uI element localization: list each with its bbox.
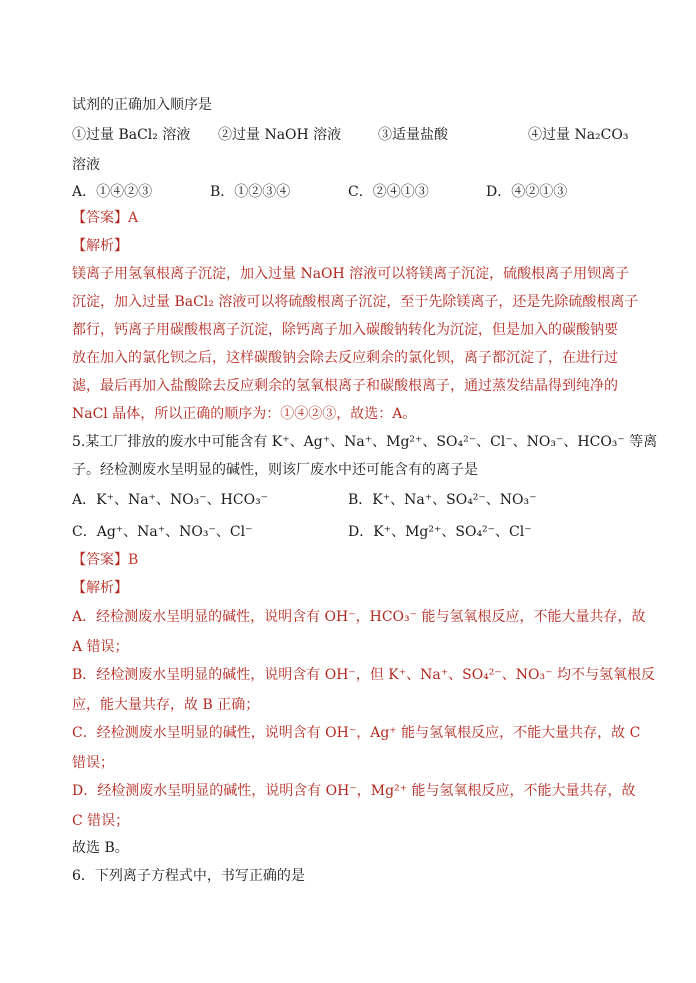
q4-answer: [72, 208, 138, 228]
q4-option-d: D．④②①③: [486, 184, 568, 200]
reagent-4: ④过量 Na₂CO₃: [528, 127, 629, 143]
answer-value: B: [128, 552, 139, 568]
q4-analysis-line: 沉淀，加入过量 BaCl₂ 溶液可以将硫酸根离子沉淀，至于先除镁离子，还是先除硫酸根离子: [72, 294, 639, 310]
q4-option-a: A．①④②③: [72, 184, 153, 200]
q5-analysis-line: 错误；: [72, 755, 114, 771]
q5-answer: [72, 550, 138, 570]
q5-stem-line2: 子。经检测废水呈明显的碱性，则该厂废水中还可能含有的离子是: [72, 462, 478, 478]
q4-analysis-line: 放在加入的氯化钡之后，这样碳酸钠会除去反应剩余的氯化钡，离子都沉淀了，在进行过: [72, 350, 618, 366]
q4-analysis-label: 【解析】: [72, 238, 128, 254]
answer-label: 【答案】: [72, 552, 128, 568]
q4-analysis-line: 滤，最后再加入盐酸除去反应剩余的氢氧根离子和碳酸根离子，通过蒸发结晶得到纯净的: [72, 378, 618, 394]
q5-option-c: C．Ag⁺、Na⁺、NO₃⁻、Cl⁻: [72, 524, 253, 540]
q4-option-c: C．②④①③: [348, 184, 429, 200]
answer-label: 【答案】: [72, 210, 128, 226]
q6-stem: 6．下列离子方程式中，书写正确的是: [72, 868, 305, 884]
q5-option-d: D．K⁺、Mg²⁺、SO₄²⁻、Cl⁻: [348, 524, 532, 540]
q5-conclusion: 故选 B。: [72, 840, 129, 856]
reagent-wrap: 溶液: [72, 157, 100, 173]
q5-analysis-line: C 错误；: [72, 813, 130, 829]
q5-analysis-line: B．经检测废水呈明显的碱性，说明含有 OH⁻，但 K⁺、Na⁺、SO₄²⁻、NO₃⁻ 均不与氢氧根反: [72, 667, 655, 683]
q4-analysis-line: 都行，钙离子用碳酸根离子沉淀，除钙离子加入碳酸钠转化为沉淀，但是加入的碳酸钠要: [72, 322, 618, 338]
q4-analysis-line: NaCl 晶体，所以正确的顺序为：①④②③，故选：A。: [72, 406, 417, 422]
q5-option-a: A．K⁺、Na⁺、NO₃⁻、HCO₃⁻: [72, 492, 269, 508]
q5-analysis-label: 【解析】: [72, 580, 128, 596]
q5-stem-line1: 5.某工厂排放的废水中可能含有 K⁺、Ag⁺、Na⁺、Mg²⁺、SO₄²⁻、Cl⁻、NO₃⁻、HCO₃⁻ 等离: [72, 434, 658, 450]
reagent-2: ②过量 NaOH 溶液: [218, 127, 342, 143]
q4-option-b: B．①②③④: [210, 184, 291, 200]
q4-analysis-line: 镁离子用氢氧根离子沉淀，加入过量 NaOH 溶液可以将镁离子沉淀，硫酸根离子用钡离子: [72, 266, 630, 282]
q5-analysis-line: 应，能大量共存，故 B 正确；: [72, 697, 260, 713]
q5-option-b: B．K⁺、Na⁺、SO₄²⁻、NO₃⁻: [348, 492, 537, 508]
q5-analysis-line: A．经检测废水呈明显的碱性，说明含有 OH⁻，HCO₃⁻ 能与氢氧根反应，不能大量共存，故: [72, 609, 646, 625]
reagent-3: ③适量盐酸: [378, 127, 448, 143]
question-intro: 试剂的正确加入顺序是: [72, 97, 212, 113]
q5-analysis-line: A 错误；: [72, 639, 129, 655]
q5-analysis-line: D．经检测废水呈明显的碱性，说明含有 OH⁻，Mg²⁺ 能与氢氧根反应，不能大量共存，故: [72, 783, 636, 799]
reagent-1: ①过量 BaCl₂ 溶液: [72, 127, 191, 143]
answer-value: A: [128, 210, 139, 226]
q5-analysis-line: C．经检测废水呈明显的碱性，说明含有 OH⁻，Ag⁺ 能与氢氧根反应，不能大量共存，故 C: [72, 725, 641, 741]
